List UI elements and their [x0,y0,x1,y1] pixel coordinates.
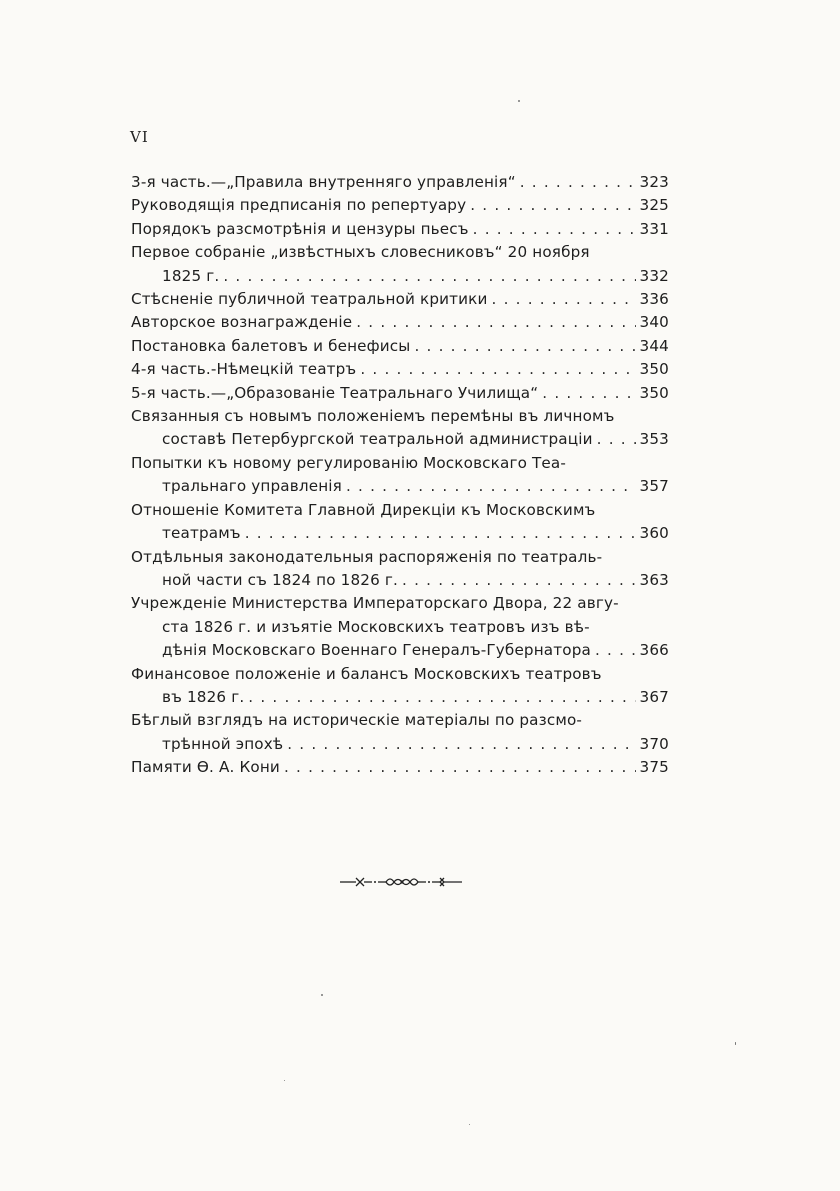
toc-entry-continuation-line [131,475,669,498]
toc-entry [131,756,669,779]
toc-entry [131,499,669,546]
toc-entry-first-line [131,405,669,428]
toc-entry-title: Бѣглый взглядъ на историческіе матеріалы по разсмо- [131,711,583,730]
toc-entry-title: театрамъ [162,524,241,543]
toc-entry-title: въ 1826 г. [162,687,245,706]
toc-entry-continuation-line [131,686,669,709]
toc-entry-first-line [131,546,669,569]
toc-entry-title: тральнаго управленія [162,477,342,496]
toc-entry-first-line [131,241,669,264]
toc-entry-first-line [131,171,669,194]
toc-page-number: 331 [639,219,669,238]
toc-entry [131,546,669,593]
toc-page-number: 344 [639,336,669,355]
toc-entry-first-line [131,311,669,334]
toc-leader-dots [356,311,635,334]
toc-entry-first-line [131,335,669,358]
toc-leader-dots [245,522,636,545]
toc-entry-continuation-line [131,616,669,639]
toc-entry-title: дѣнія Московскаго Военнаго Генералъ-Губернатора [162,641,591,660]
toc-page-number: 363 [639,570,669,589]
toc-leader-dots [473,218,636,241]
toc-entry-title: Попытки къ новому регулированію Московскаго Теа- [131,453,567,472]
toc-entry-title: Порядокъ разсмотрѣнія и цензуры пьесъ [131,219,469,238]
toc-entry-first-line [131,499,669,522]
toc-entry-title: Учрежденіе Министерства Императорскаго Двора, 22 авгу- [131,594,619,613]
toc-entry [131,405,669,452]
toc-entry-continuation-line [131,733,669,756]
toc-leader-dots [402,569,636,592]
paper-speck [321,994,323,996]
toc-entry-title: Финансовое положеніе и балансъ Московскихъ театровъ [131,664,602,683]
toc-entry-title: Авторское вознагражденіе [131,313,353,332]
toc-leader-dots [287,733,635,756]
toc-entry [131,592,669,662]
toc-leader-dots [595,639,636,662]
toc-entry-continuation-line [131,639,669,662]
toc-leader-dots [492,288,636,311]
toc-page-number: 366 [639,641,669,660]
toc-entry-title: ста 1826 г. и изъятіе Московскихъ театровъ изъ вѣ- [162,617,590,636]
toc-page-number: 360 [639,524,669,543]
toc-entry-first-line [131,194,669,217]
toc-entry-first-line [131,382,669,405]
page-number: VI [130,128,149,146]
toc-entry-title: 5-я часть.—„Образованіе Театральнаго Училища“ [131,383,539,402]
paper-speck [469,1124,470,1125]
toc-entry [131,709,669,756]
toc-leader-dots [520,171,636,194]
toc-leader-dots [414,335,635,358]
toc-entry [131,218,669,241]
toc-leader-dots [223,265,635,288]
toc-entry [131,452,669,499]
toc-entry [131,382,669,405]
toc-page-number: 367 [639,687,669,706]
toc-page-number: 353 [639,430,669,449]
toc-page-number: 332 [639,266,669,285]
toc-entry [131,194,669,217]
toc-entry-continuation-line [131,265,669,288]
paper-speck [735,1042,736,1045]
toc-page-number: 325 [639,196,669,215]
toc-page-number: 323 [639,173,669,191]
toc-entry-first-line [131,288,669,311]
toc-entry-title: Постановка балетовъ и бенефисы [131,336,411,355]
toc-entry-first-line [131,218,669,241]
toc-entry-title: Первое собраніе „извѣстныхъ словесниковъ“ 20 ноября [131,243,590,262]
toc-entry-title: Отдѣльныя законодательныя распоряженія по театраль- [131,547,603,566]
paper-speck [284,1080,285,1081]
toc-entry [131,288,669,311]
toc-entry [131,335,669,358]
toc-entry-title: составѣ Петербургской театральной администраціи [162,430,593,449]
toc-entry-title: Стѣсненіе публичной театральной критики [131,290,488,309]
toc-page-number: 340 [639,313,669,332]
toc-entry-title: 4-я часть.-Нѣмецкій театръ [131,360,357,379]
toc-page-number: 370 [639,734,669,753]
toc-entry-continuation-line [131,428,669,451]
toc-entry-title: ной части съ 1824 по 1826 г. [162,570,399,589]
toc-entry-title: Отношеніе Комитета Главной Дирекціи къ Московскимъ [131,500,596,519]
toc-leader-dots [542,382,635,405]
decorative-divider-ornament-icon [338,874,466,890]
toc-entry [131,311,669,334]
toc-entry [131,171,669,194]
toc-entry-first-line [131,358,669,381]
toc-page-number: 357 [639,477,669,496]
toc-entry-title: Руководящія предписанія по репертуару [131,196,467,215]
toc-entry-title: трѣнной эпохѣ [162,734,284,753]
toc-leader-dots [346,475,636,498]
toc-leader-dots [248,686,635,709]
toc-page-number: 350 [639,383,669,402]
table-of-contents [131,171,669,780]
toc-entry [131,358,669,381]
toc-entry-first-line [131,452,669,475]
toc-leader-dots [470,194,635,217]
toc-entry-title: 3-я часть.—„Правила внутренняго управленія“ [131,173,516,191]
toc-leader-dots [360,358,635,381]
toc-entry-first-line [131,663,669,686]
toc-entry-first-line [131,709,669,732]
paper-speck [518,100,520,102]
toc-entry-continuation-line [131,569,669,592]
toc-entry [131,241,669,288]
toc-entry-title: Памяти Ѳ. А. Кони [131,758,280,777]
toc-entry-title: Связанныя съ новымъ положеніемъ перемѣны въ личномъ [131,407,615,426]
toc-page-number: 350 [639,360,669,379]
toc-entry-first-line [131,592,669,615]
toc-page-number: 336 [639,290,669,309]
toc-entry-first-line [131,756,669,779]
toc-entry-continuation-line [131,522,669,545]
toc-entry-title: 1825 г. [162,266,220,285]
toc-page-number: 375 [639,758,669,777]
toc-entry [131,663,669,710]
toc-leader-dots [597,428,636,451]
toc-leader-dots [284,756,636,779]
